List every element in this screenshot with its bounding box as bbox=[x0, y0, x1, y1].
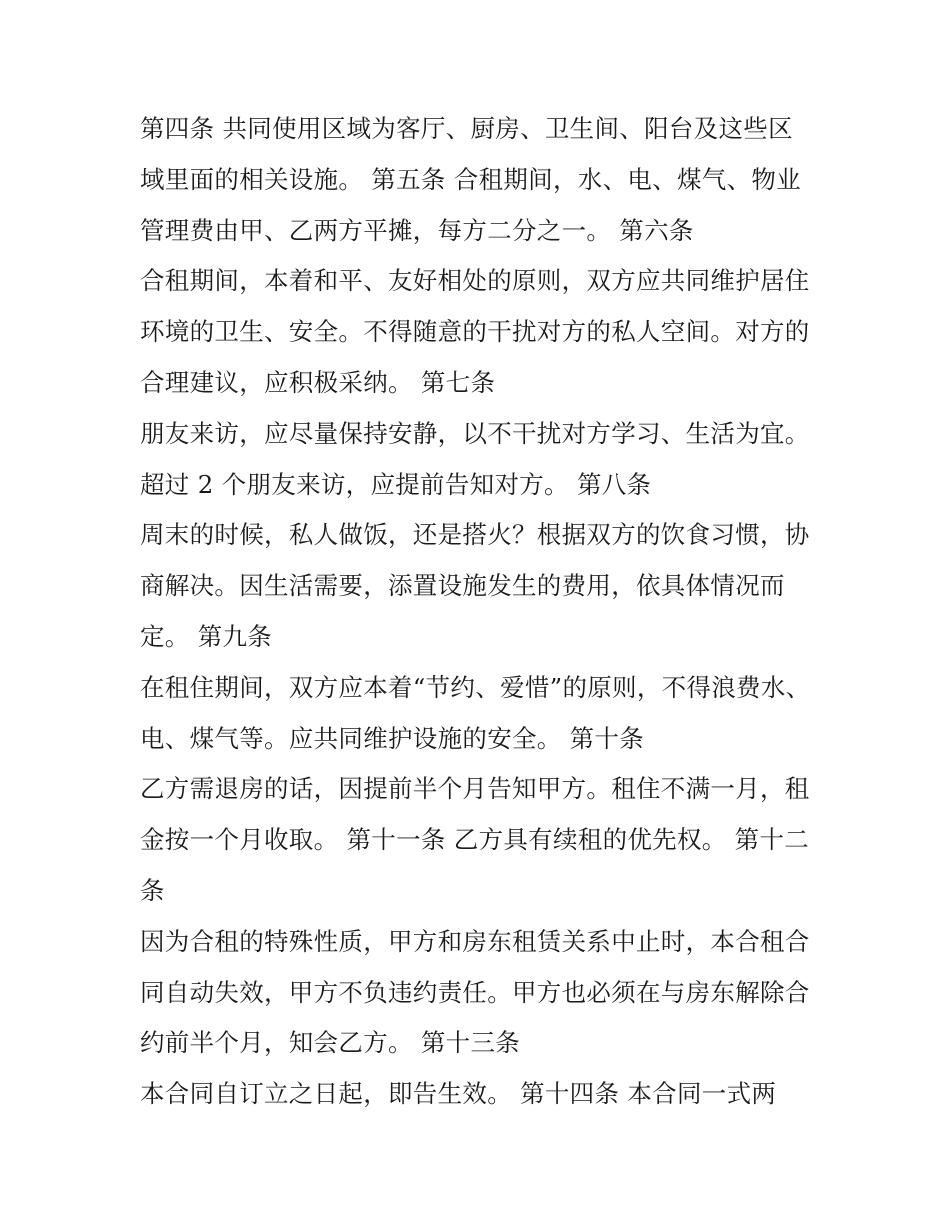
text-line: 金按一个月收取。 第十一条 乙方具有续租的优先权。 第十二 bbox=[140, 825, 810, 855]
text-line: 本合同自订立之日起，即告生效。 第十四条 本合同一式两 bbox=[140, 1079, 777, 1109]
text-line: 管理费由甲、乙两方平摊，每方二分之一。 第六条 bbox=[140, 215, 694, 245]
text-line: 超过 2 个朋友来访，应提前告知对方。 第八条 bbox=[140, 469, 652, 499]
text-line: 商解决。因生活需要，添置设施发生的费用，依具体情况而 bbox=[140, 571, 785, 601]
text-line: 约前半个月，知会乙方。 第十三条 bbox=[140, 1028, 521, 1058]
text-line: 在租住期间，双方应本着“节约、爱惜”的原则，不得浪费水、 bbox=[140, 672, 811, 702]
text-line: 因为合租的特殊性质，甲方和房东租赁关系中止时，本合租合 bbox=[140, 926, 810, 956]
contract-body-text bbox=[140, 104, 840, 1120]
text-line: 合租期间，本着和平、友好相处的原则，双方应共同维护居住 bbox=[140, 266, 810, 296]
text-line: 周末的时候，私人做饭，还是搭火？根据双方的饮食习惯，协 bbox=[140, 520, 810, 550]
text-line: 同自动失效，甲方不负违约责任。甲方也必须在与房东解除合 bbox=[140, 977, 810, 1007]
text-line: 定。 第九条 bbox=[140, 621, 273, 651]
text-line: 环境的卫生、安全。不得随意的干扰对方的私人空间。对方的 bbox=[140, 317, 810, 347]
text-line: 乙方需退房的话，因提前半个月告知甲方。租住不满一月，租 bbox=[140, 774, 810, 804]
text-line: 朋友来访，应尽量保持安静，以不干扰对方学习、生活为宜。 bbox=[140, 418, 810, 448]
text-line: 合理建议，应积极采纳。 第七条 bbox=[140, 367, 496, 397]
text-line: 条 bbox=[140, 875, 165, 905]
text-line: 第四条 共同使用区域为客厅、厨房、卫生间、阳台及这些区 bbox=[140, 114, 793, 143]
text-line: 域里面的相关设施。 第五条 合租期间，水、电、煤气、物业 bbox=[140, 164, 801, 194]
text-line: 电、煤气等。应共同维护设施的安全。 第十条 bbox=[140, 723, 645, 753]
